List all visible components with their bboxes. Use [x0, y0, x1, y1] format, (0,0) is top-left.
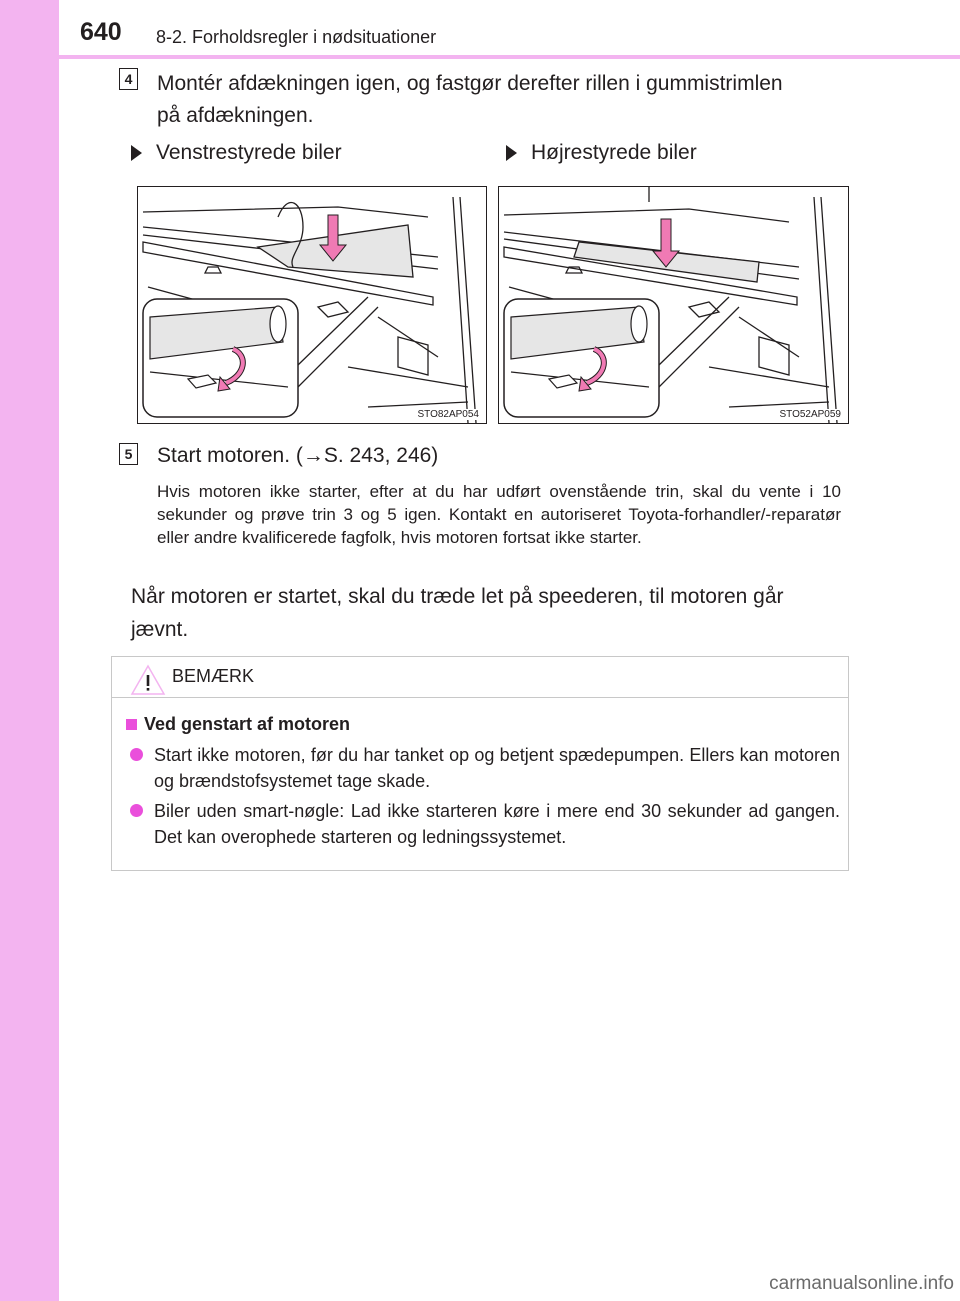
notice-bullet — [130, 798, 840, 850]
variant-right-label — [506, 141, 697, 165]
step-4-line-2: på afdækningen. — [157, 104, 314, 127]
variant-left-text: Venstrestyrede biler — [156, 141, 342, 164]
notice-box — [111, 656, 849, 871]
step-5-badge: 5 — [119, 443, 138, 465]
circle-bullet-icon — [130, 804, 143, 817]
variant-right-text: Højrestyrede biler — [531, 141, 697, 164]
notice-heading-text: Ved genstart af motoren — [144, 714, 351, 734]
chapter-side-tab — [0, 0, 59, 1301]
notice-title: BEMÆRK — [172, 666, 255, 686]
notice-heading — [126, 714, 350, 735]
step-4-text — [157, 68, 783, 132]
step-5-note: Hvis motoren ikke starter, efter at du har udført ovenstående trin, skal du vente i 10 sekunder og prøve trin 3 og 5 igen. Kontakt en autoriseret Toyota-forhandler/-reparatør eller andre kvalificerede fagfolk, hvis motoren fortsat ikke starter. — [157, 482, 841, 547]
header-rule — [59, 55, 960, 59]
step-4-badge: 4 — [119, 68, 138, 90]
notice-bullet — [130, 742, 840, 794]
page-number: 640 — [80, 18, 122, 46]
figure-left-code: STO82AP054 — [417, 409, 479, 420]
figure-right-hand-drive — [498, 186, 849, 424]
figure-left-hand-drive — [137, 186, 487, 424]
section-title: 8-2. Forholdsregler i nødsituationer — [156, 27, 437, 47]
square-bullet-icon — [126, 719, 137, 730]
triangle-bullet-icon — [506, 145, 517, 161]
figure-right-code: STO52AP059 — [779, 409, 841, 420]
notice-bullet-text: Biler uden smart-nøgle: Lad ikke starteren køre i mere end 30 sekunder ad gangen. Det kan overophede starteren og ledningssystemet. — [154, 801, 840, 847]
notice-bullet-text: Start ikke motoren, før du har tanket op og betjent spædepumpen. Ellers kan motoren og brændstofsystemet tage skade. — [154, 745, 840, 791]
watermark: carmanualsonline.info — [769, 1273, 954, 1294]
engine-bay-illustration — [138, 187, 486, 423]
warning-triangle-icon — [130, 664, 166, 696]
engine-bay-illustration — [499, 187, 848, 423]
notice-header — [112, 657, 848, 698]
triangle-bullet-icon — [131, 145, 142, 161]
step-4-line-1: Montér afdækningen igen, og fastgør derefter rillen i gummistrimlen — [157, 72, 783, 95]
step-5-text: Start motoren. (→S. 243, 246) — [157, 444, 439, 467]
circle-bullet-icon — [130, 748, 143, 761]
after-start-paragraph: Når motoren er startet, skal du træde let på speederen, til motoren går jævnt. — [131, 585, 784, 641]
variant-left-label — [131, 141, 342, 165]
